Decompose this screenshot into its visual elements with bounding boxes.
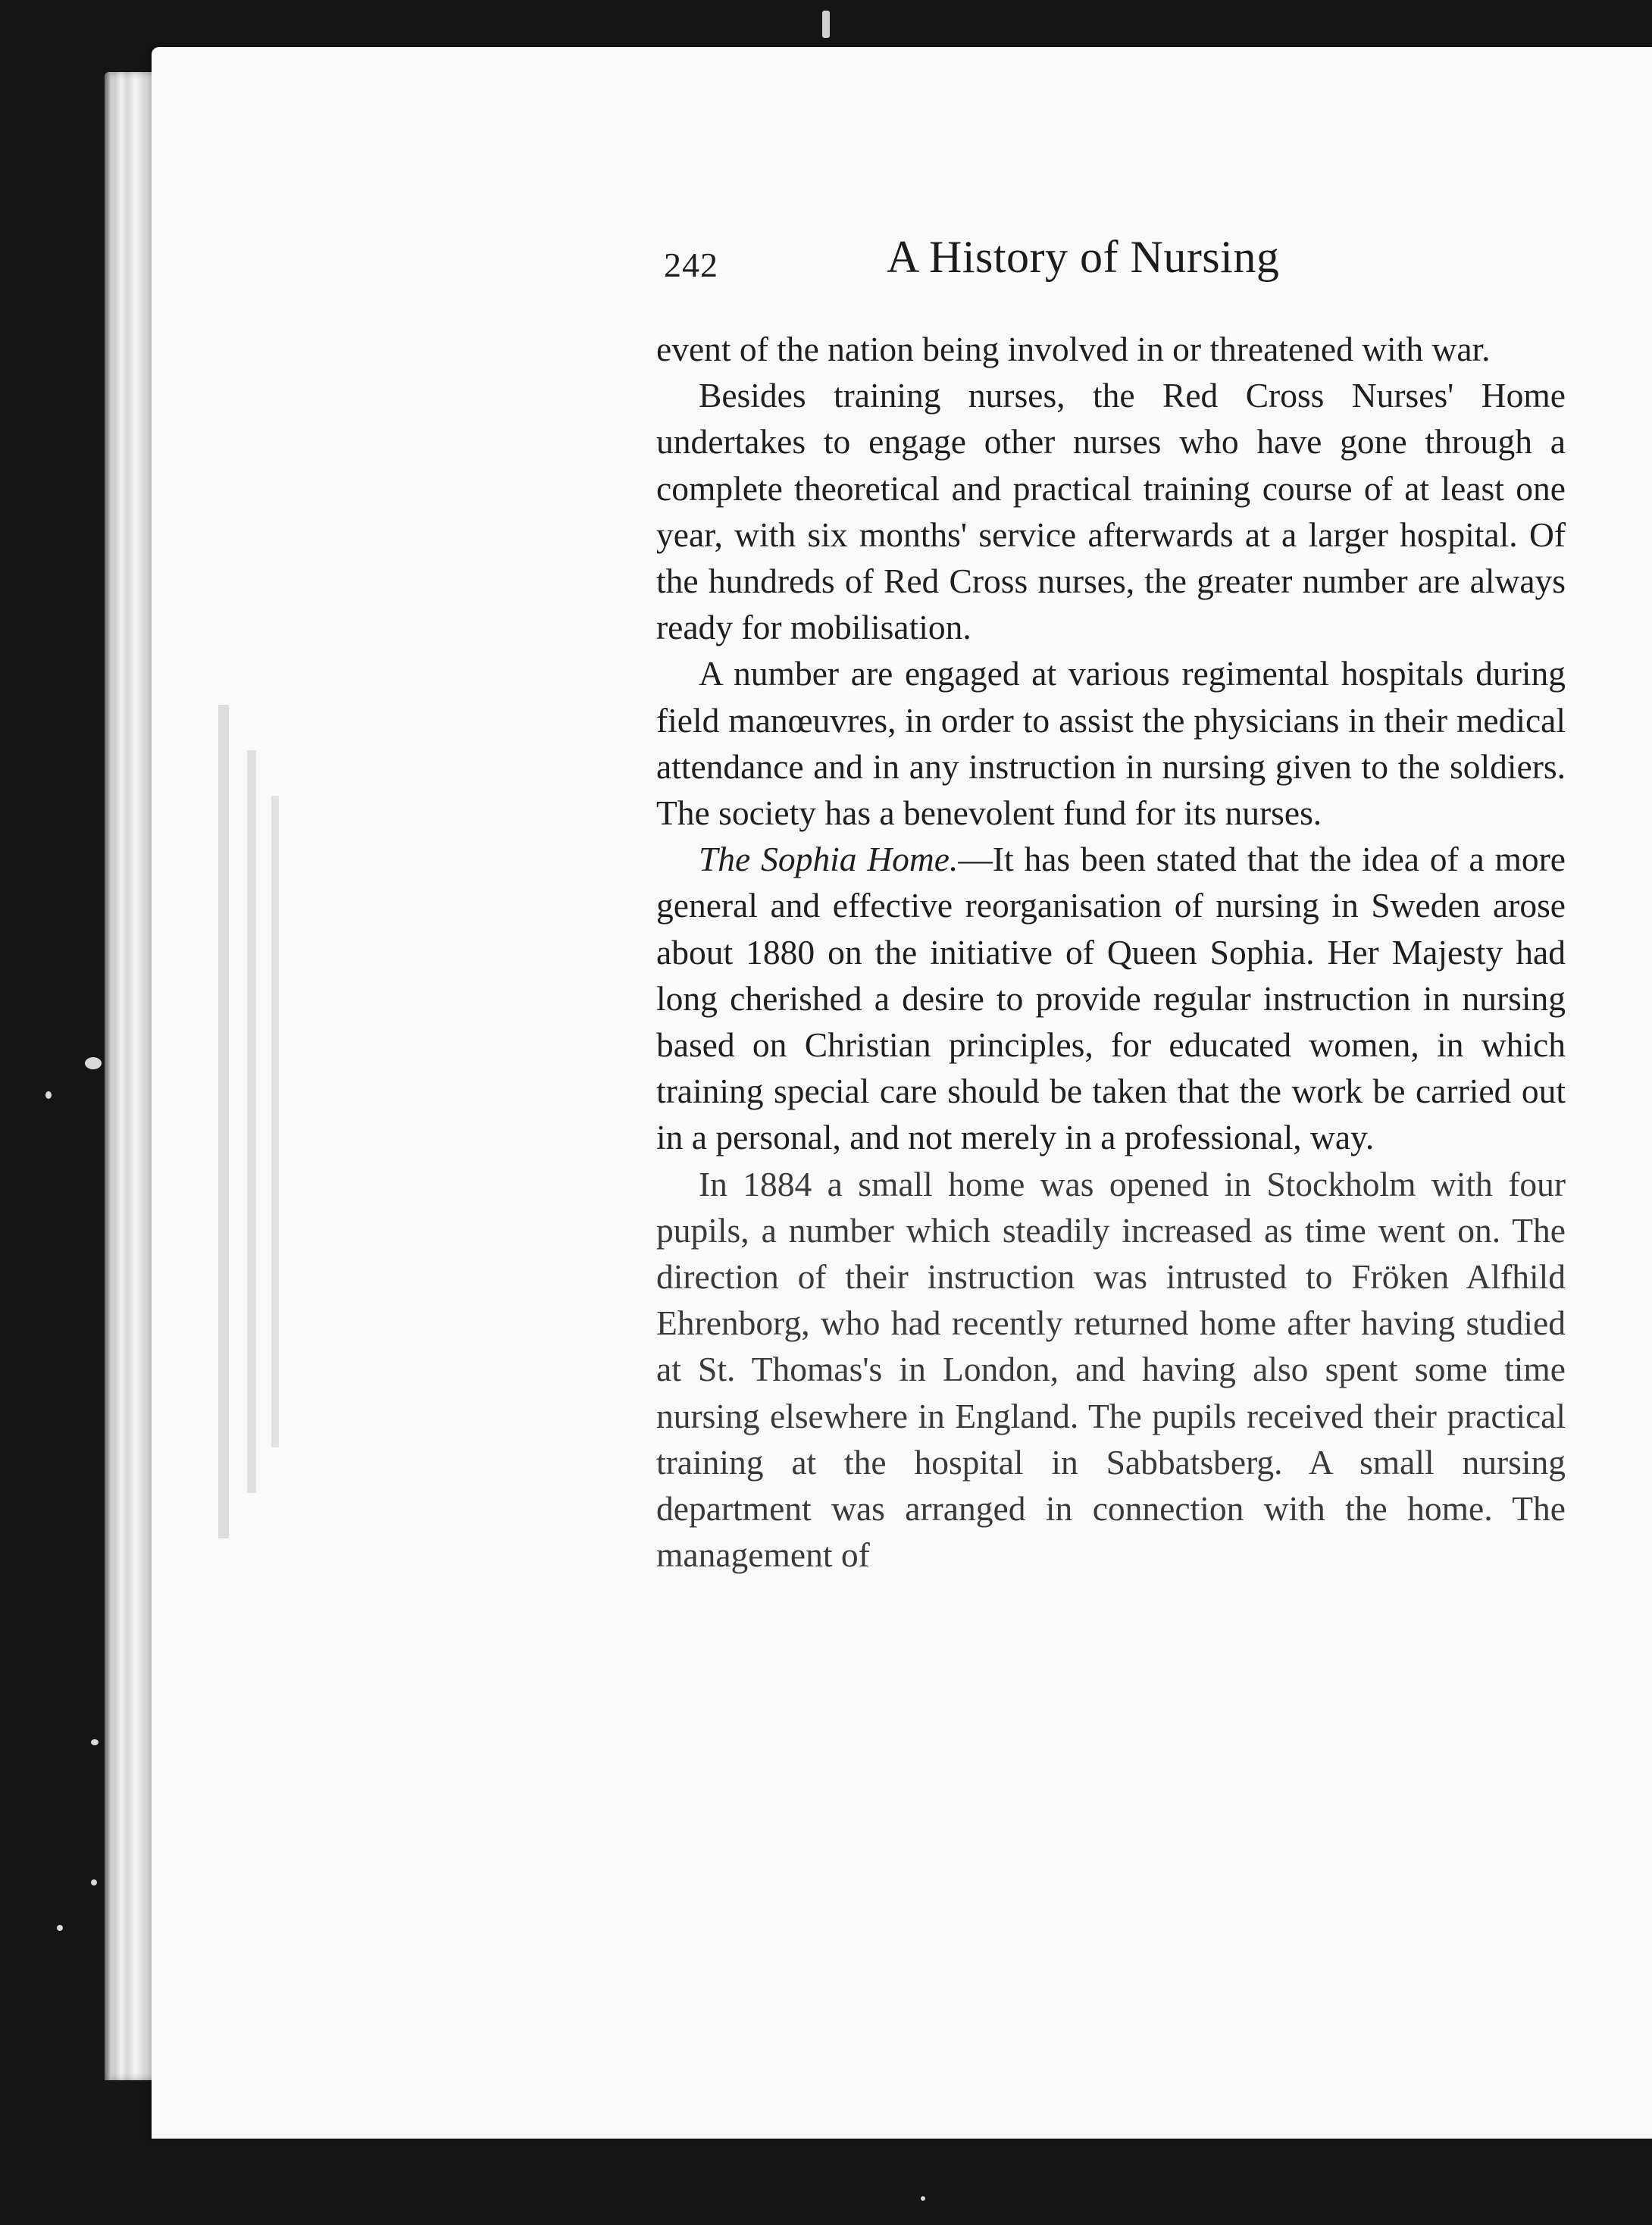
paragraph: A number are engaged at various regimental hospitals during field manœuvres, in order to assist the physicians in their medical attendance and in any instruction in nursing given to the soldiers. The society has a benevolent fund for its nurses. <box>656 654 1566 833</box>
scan-speck <box>921 2196 925 2201</box>
running-head <box>664 231 1346 299</box>
scan-speck <box>57 1925 63 1931</box>
scan-speck <box>822 11 830 38</box>
paragraph: event of the nation being involved in or threatened with war. <box>656 330 1491 368</box>
book-title: A History of Nursing <box>887 232 1280 282</box>
paragraph-text: —It has been stated that the idea of a more general and effective reorganisation of nursing in Sweden arose about 1880 on the initiative of Queen Sophia. Her Majesty had long cherished a desire to provide regular instruction in nursing based on Christian principles, for educated women, in which training special care should be taken that the work be carried out in a personal, and not merely in a professional, way. <box>656 840 1566 1157</box>
scan-speck <box>91 1879 97 1885</box>
scan-speck <box>45 1091 52 1099</box>
paragraph <box>656 836 1566 1160</box>
scan-speck <box>85 1057 102 1069</box>
body-text <box>656 326 1566 1578</box>
page-number: 242 <box>664 246 718 284</box>
paragraph: In 1884 a small home was opened in Stockholm with four pupils, a number which steadily increased as time went on. The direction of their instruction was intrusted to Fröken Alfhild Ehrenborg, who had recently returned home after having studied at St. Thomas's in London, and having also spent some time nursing elsewhere in England. The pupils received their practical training at the hospital in Sabbatsberg. A small nursing department was arranged in connection with the home. The management of <box>656 1164 1566 1575</box>
scan-speck <box>91 1739 99 1745</box>
paragraph: Besides training nurses, the Red Cross Nurses' Home undertakes to engage other nurses who have gone through a complete theoretical and practical training course of at least one year, with six months' service afterwards at a larger hospital. Of the hundreds of Red Cross nurses, the greater number are always ready for mobilisation. <box>656 376 1566 647</box>
library-stamp-mark <box>188 705 302 1554</box>
section-heading: The Sophia Home. <box>699 840 959 879</box>
